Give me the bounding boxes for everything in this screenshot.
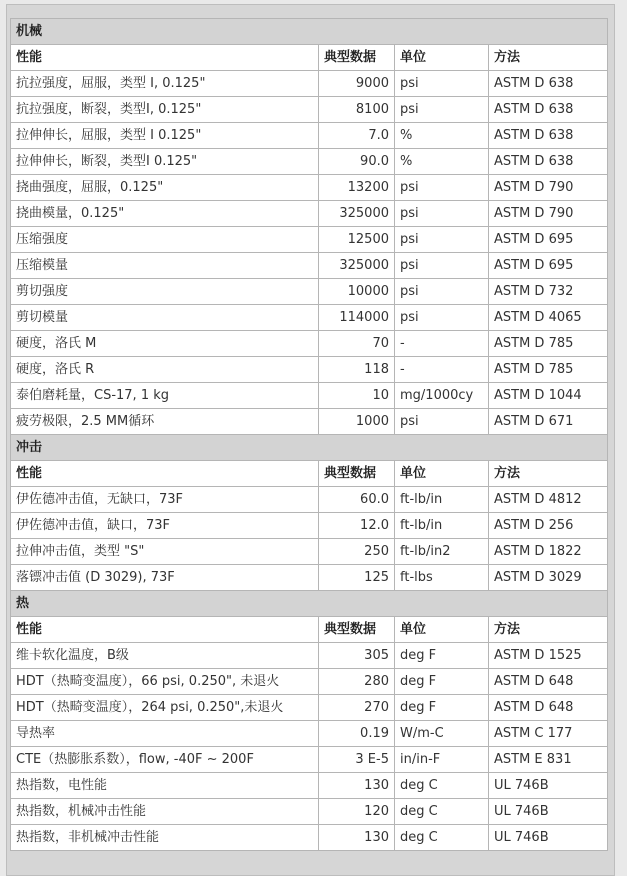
property-cell: 压缩模量 — [11, 253, 319, 279]
method-cell: ASTM D 790 — [489, 201, 608, 227]
method-cell: ASTM E 831 — [489, 747, 608, 773]
header-unit: 单位 — [395, 461, 489, 487]
method-cell: ASTM D 256 — [489, 513, 608, 539]
unit-cell: % — [395, 123, 489, 149]
value-cell: 12500 — [319, 227, 395, 253]
header-typical-value: 典型数据 — [319, 617, 395, 643]
unit-cell: deg F — [395, 643, 489, 669]
header-property: 性能 — [11, 617, 319, 643]
value-cell: 325000 — [319, 201, 395, 227]
method-cell: ASTM D 648 — [489, 669, 608, 695]
unit-cell: psi — [395, 175, 489, 201]
header-method: 方法 — [489, 461, 608, 487]
method-cell: UL 746B — [489, 825, 608, 851]
table-row — [11, 669, 608, 695]
unit-cell: in/in-F — [395, 747, 489, 773]
header-unit: 单位 — [395, 45, 489, 71]
property-cell: 泰伯磨耗量，CS-17, 1 kg — [11, 383, 319, 409]
method-cell: ASTM D 638 — [489, 149, 608, 175]
value-cell: 9000 — [319, 71, 395, 97]
section-header-row — [11, 19, 608, 45]
property-cell: 导热率 — [11, 721, 319, 747]
value-cell: 305 — [319, 643, 395, 669]
header-property: 性能 — [11, 45, 319, 71]
method-cell: ASTM C 177 — [489, 721, 608, 747]
unit-cell: psi — [395, 227, 489, 253]
unit-cell: - — [395, 357, 489, 383]
table-row — [11, 149, 608, 175]
spec-sheet — [10, 18, 607, 851]
unit-cell: deg C — [395, 799, 489, 825]
method-cell: ASTM D 695 — [489, 227, 608, 253]
table-row — [11, 227, 608, 253]
method-cell: ASTM D 3029 — [489, 565, 608, 591]
property-cell: 挠曲模量，0.125" — [11, 201, 319, 227]
property-cell: 热指数，电性能 — [11, 773, 319, 799]
header-typical-value: 典型数据 — [319, 45, 395, 71]
value-cell: 130 — [319, 773, 395, 799]
value-cell: 10000 — [319, 279, 395, 305]
table-row — [11, 201, 608, 227]
unit-cell: psi — [395, 71, 489, 97]
method-cell: ASTM D 638 — [489, 71, 608, 97]
column-header-row — [11, 617, 608, 643]
table-row — [11, 357, 608, 383]
properties-table — [10, 18, 608, 851]
table-row — [11, 383, 608, 409]
method-cell: ASTM D 785 — [489, 331, 608, 357]
property-cell: HDT（热畸变温度），66 psi, 0.250", 未退火 — [11, 669, 319, 695]
unit-cell: % — [395, 149, 489, 175]
table-row — [11, 747, 608, 773]
value-cell: 12.0 — [319, 513, 395, 539]
unit-cell: mg/1000cy — [395, 383, 489, 409]
method-cell: ASTM D 638 — [489, 97, 608, 123]
section-header-row — [11, 591, 608, 617]
method-cell: ASTM D 4065 — [489, 305, 608, 331]
table-row — [11, 71, 608, 97]
table-row — [11, 331, 608, 357]
value-cell: 60.0 — [319, 487, 395, 513]
method-cell: ASTM D 4812 — [489, 487, 608, 513]
unit-cell: psi — [395, 253, 489, 279]
method-cell: ASTM D 1044 — [489, 383, 608, 409]
value-cell: 7.0 — [319, 123, 395, 149]
unit-cell: W/m-C — [395, 721, 489, 747]
value-cell: 1000 — [319, 409, 395, 435]
unit-cell: ft-lb/in — [395, 513, 489, 539]
table-row — [11, 773, 608, 799]
table-row — [11, 799, 608, 825]
value-cell: 90.0 — [319, 149, 395, 175]
method-cell: ASTM D 732 — [489, 279, 608, 305]
value-cell: 130 — [319, 825, 395, 851]
header-method: 方法 — [489, 617, 608, 643]
value-cell: 3 E-5 — [319, 747, 395, 773]
value-cell: 270 — [319, 695, 395, 721]
property-cell: 热指数，非机械冲击性能 — [11, 825, 319, 851]
header-method: 方法 — [489, 45, 608, 71]
header-unit: 单位 — [395, 617, 489, 643]
unit-cell: deg F — [395, 669, 489, 695]
unit-cell: deg C — [395, 825, 489, 851]
unit-cell: deg F — [395, 695, 489, 721]
method-cell: ASTM D 671 — [489, 409, 608, 435]
property-cell: 硬度，洛氏 M — [11, 331, 319, 357]
unit-cell: psi — [395, 305, 489, 331]
method-cell: UL 746B — [489, 773, 608, 799]
value-cell: 250 — [319, 539, 395, 565]
property-cell: 剪切强度 — [11, 279, 319, 305]
table-row — [11, 487, 608, 513]
table-row — [11, 721, 608, 747]
value-cell: 10 — [319, 383, 395, 409]
method-cell: ASTM D 648 — [489, 695, 608, 721]
table-row — [11, 253, 608, 279]
table-row — [11, 279, 608, 305]
value-cell: 8100 — [319, 97, 395, 123]
value-cell: 325000 — [319, 253, 395, 279]
table-row — [11, 97, 608, 123]
unit-cell: ft-lb/in — [395, 487, 489, 513]
value-cell: 118 — [319, 357, 395, 383]
property-cell: 拉伸伸长，屈服，类型 I 0.125" — [11, 123, 319, 149]
unit-cell: psi — [395, 409, 489, 435]
property-cell: 压缩强度 — [11, 227, 319, 253]
value-cell: 114000 — [319, 305, 395, 331]
value-cell: 13200 — [319, 175, 395, 201]
property-cell: 抗拉强度，断裂，类型I, 0.125" — [11, 97, 319, 123]
property-cell: CTE（热膨胀系数），flow, -40F ~ 200F — [11, 747, 319, 773]
method-cell: ASTM D 785 — [489, 357, 608, 383]
unit-cell: psi — [395, 97, 489, 123]
unit-cell: psi — [395, 201, 489, 227]
value-cell: 120 — [319, 799, 395, 825]
unit-cell: ft-lbs — [395, 565, 489, 591]
property-cell: 落镖冲击值 (D 3029), 73F — [11, 565, 319, 591]
property-cell: 热指数，机械冲击性能 — [11, 799, 319, 825]
method-cell: ASTM D 1822 — [489, 539, 608, 565]
property-cell: 拉伸冲击值，类型 "S" — [11, 539, 319, 565]
table-row — [11, 305, 608, 331]
table-row — [11, 565, 608, 591]
section-title: 热 — [11, 591, 608, 617]
table-row — [11, 175, 608, 201]
method-cell: ASTM D 695 — [489, 253, 608, 279]
section-title: 机械 — [11, 19, 608, 45]
column-header-row — [11, 45, 608, 71]
property-cell: 维卡软化温度，B级 — [11, 643, 319, 669]
value-cell: 0.19 — [319, 721, 395, 747]
property-cell: 伊佐德冲击值，缺口，73F — [11, 513, 319, 539]
method-cell: ASTM D 1525 — [489, 643, 608, 669]
unit-cell: ft-lb/in2 — [395, 539, 489, 565]
property-cell: 拉伸伸长，断裂，类型I 0.125" — [11, 149, 319, 175]
table-row — [11, 695, 608, 721]
property-cell: HDT（热畸变温度），264 psi, 0.250",未退火 — [11, 695, 319, 721]
property-cell: 抗拉强度，屈服，类型 I, 0.125" — [11, 71, 319, 97]
property-cell: 硬度，洛氏 R — [11, 357, 319, 383]
unit-cell: psi — [395, 279, 489, 305]
property-cell: 剪切模量 — [11, 305, 319, 331]
table-row — [11, 539, 608, 565]
method-cell: ASTM D 790 — [489, 175, 608, 201]
header-property: 性能 — [11, 461, 319, 487]
section-title: 冲击 — [11, 435, 608, 461]
table-row — [11, 409, 608, 435]
value-cell: 70 — [319, 331, 395, 357]
method-cell: ASTM D 638 — [489, 123, 608, 149]
method-cell: UL 746B — [489, 799, 608, 825]
properties-table-body — [11, 19, 608, 851]
header-typical-value: 典型数据 — [319, 461, 395, 487]
column-header-row — [11, 461, 608, 487]
unit-cell: - — [395, 331, 489, 357]
section-header-row — [11, 435, 608, 461]
table-row — [11, 825, 608, 851]
table-row — [11, 643, 608, 669]
unit-cell: deg C — [395, 773, 489, 799]
table-row — [11, 123, 608, 149]
value-cell: 280 — [319, 669, 395, 695]
table-row — [11, 513, 608, 539]
property-cell: 伊佐德冲击值，无缺口，73F — [11, 487, 319, 513]
value-cell: 125 — [319, 565, 395, 591]
property-cell: 挠曲强度，屈服，0.125" — [11, 175, 319, 201]
property-cell: 疲劳极限，2.5 MM循环 — [11, 409, 319, 435]
